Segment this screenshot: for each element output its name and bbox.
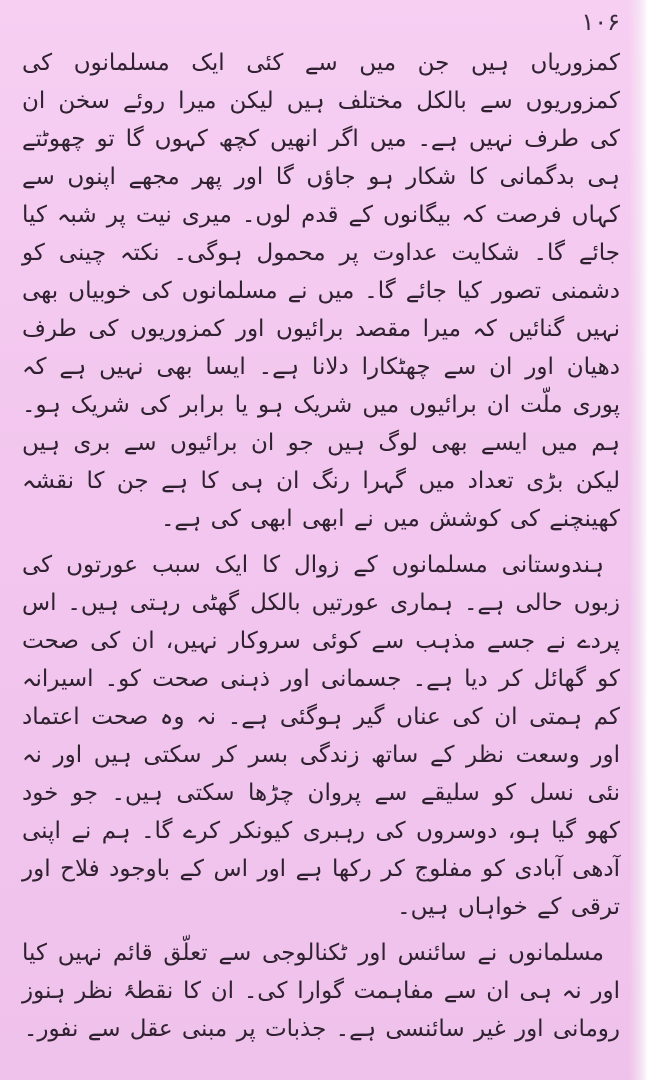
paragraph-1: کمزوریاں ہیں جن میں سے کئی ایک مسلمانوں کی کمزوریوں سے بالکل مختلف ہیں لیکن میرا روئے سخن ان کی طرف نہیں ہے۔ میں اگر انھیں کچھ کہوں گا تو چھوٹتے ہی بدگمانی کا شکار ہو جاؤں گا اور پھر مجھے اپنوں سے کہاں فرصت کہ بیگانوں کے قدم لوں۔ میری نیت پر شبہ کیا جائے گا۔ شکایت عداوت پر محمول ہوگی۔ نکتہ چینی کو دشمنی تصور کیا جائے گا۔ میں نے مسلمانوں کی خوبیاں بھی نہیں گنائیں کہ میرا مقصد برائیوں اور کمزوریوں کی طرف دھیان اور ان سے چھٹکارا دلانا ہے۔ ایسا بھی نہیں ہے کہ پوری ملّت ان برائیوں میں شریک ہو یا برابر کی شریک ہو۔ ہم میں ایسے بھی لوگ ہیں جو ان برائیوں سے بری ہیں لیکن بڑی تعداد میں گہرا رنگ ان ہی کا ہے جن کا نقشہ کھینچنے کی کوشش میں نے ابھی ابھی کی ہے۔ bbox=[22, 50, 620, 532]
paragraph-2: ہندوستانی مسلمانوں کے زوال کا ایک سبب عورتوں کی زبوں حالی ہے۔ ہماری عورتیں بالکل گھٹی رہتی ہیں۔ اس پردے نے جسے مذہب سے کوئی سروکار نہیں، ان کی صحت کو گھائل کر دیا ہے۔ جسمانی اور ذہنی صحت کو۔ اسیرانہ کم ہمتی ان کی عناں گیر ہوگئی ہے۔ نہ وہ صحت اعتماد اور وسعت نظر کے ساتھ زندگی بسر کر سکتی ہیں اور نہ نئی نسل کو سلیقے سے پروان چڑھا سکتی ہیں۔ جو خود کھو گیا ہو، دوسروں کی رہبری کیونکر کرے گا۔ ہم نے اپنی آدھی آبادی کو مفلوج کر رکھا ہے اور اس کے باوجود فلاح اور ترقی کے خواہاں ہیں۔ bbox=[22, 552, 620, 920]
page-number: ۱۰۶ bbox=[581, 8, 620, 36]
paragraph-3: مسلمانوں نے سائنس اور ٹکنالوجی سے تعلّق قائم نہیں کیا اور نہ ہی ان سے مفاہمت گوارا کی۔ ان کا نقطۂ نظر ہنوز رومانی اور غیر سائنسی ہے۔ جذبات پر مبنی عقل سے نفور۔ bbox=[22, 940, 620, 1042]
page-text bbox=[22, 44, 620, 1056]
page-edge-shadow bbox=[629, 0, 647, 1080]
